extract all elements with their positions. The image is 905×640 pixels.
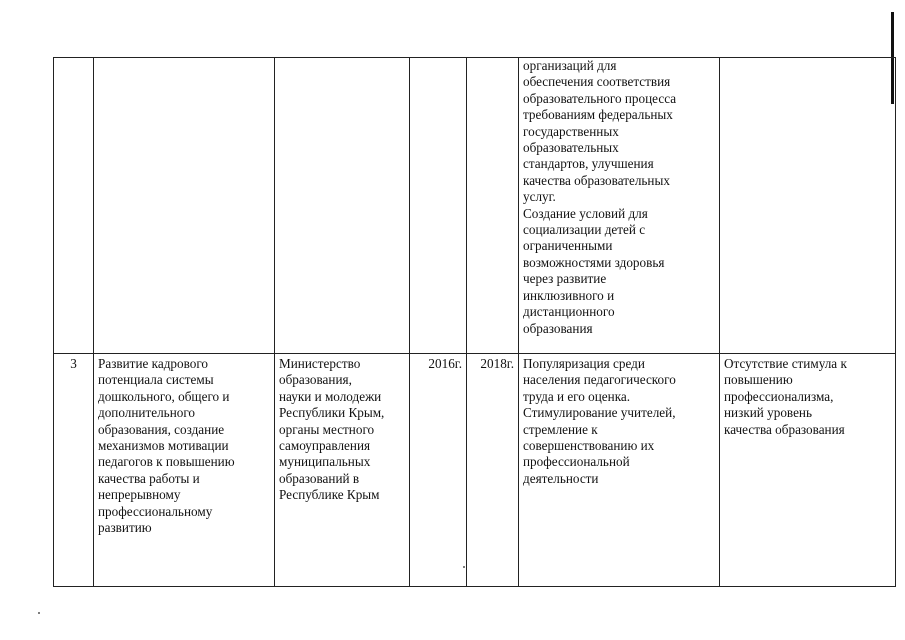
cell-title [94, 354, 275, 587]
table-row [54, 354, 896, 587]
responsible-line: образований в [279, 470, 360, 486]
cell-responsible [275, 354, 410, 587]
title-line: Развитие кадрового [98, 356, 209, 371]
result-line: стандартов, улучшения [523, 156, 654, 172]
title-line: качества работы и [98, 470, 200, 486]
scan-speck [38, 612, 40, 614]
result-line: Создание условий для [523, 205, 648, 221]
cell-year-start: 2016г. [410, 354, 467, 587]
title-line: педагогов к повышению [98, 454, 235, 470]
program-table [53, 57, 896, 587]
title-line: механизмов мотивации [98, 438, 229, 454]
result-line: образовательных [523, 140, 619, 156]
result-line: обеспечения соответствия [523, 74, 671, 90]
responsible-line: самоуправления [279, 438, 371, 454]
result-line: услуг. [523, 189, 556, 205]
result-line: дистанционного [523, 304, 615, 320]
title-line: профессиональному [98, 503, 213, 519]
responsible-line: органы местного [279, 421, 375, 437]
title-line: непрерывному [98, 487, 181, 503]
scan-speck [463, 566, 465, 568]
result-line: деятельности [523, 470, 599, 486]
risk-line: повышению [724, 372, 793, 388]
cell-number: 3 [54, 354, 94, 587]
responsible-line: муниципальных [279, 454, 371, 470]
cell-risk [720, 354, 896, 587]
risk-line: профессионализма, [724, 388, 834, 404]
cell-risk [720, 58, 896, 354]
result-line: стремление к [523, 421, 598, 437]
cell-result [519, 354, 720, 587]
result-line: требованиям федеральных [523, 107, 673, 123]
responsible-line: образования, [279, 372, 352, 388]
responsible-line: Министерство [279, 356, 361, 371]
cell-responsible [275, 58, 410, 354]
risk-line: качества образования [724, 421, 845, 437]
result-line: государственных [523, 123, 619, 139]
cell-year-start [410, 58, 467, 354]
result-line: труда и его оценка. [523, 388, 631, 404]
cell-year-end: 2018г. [467, 354, 519, 587]
cell-result [519, 58, 720, 354]
result-line: инклюзивного и [523, 287, 615, 303]
result-line: совершенствованию их [523, 438, 655, 454]
result-line: образовательного процесса [523, 90, 677, 106]
title-line: дополнительного [98, 405, 196, 421]
cell-year-end [467, 58, 519, 354]
responsible-line: Республики Крым, [279, 405, 385, 421]
result-line: социализации детей с [523, 222, 646, 238]
title-line: дошкольного, общего и [98, 388, 230, 404]
responsible-line: науки и молодежи [279, 388, 382, 404]
result-line: Стимулирование учителей, [523, 405, 676, 421]
result-line: через развитие [523, 271, 607, 287]
cell-number [54, 58, 94, 354]
result-line: возможностями здоровья [523, 254, 665, 270]
result-line: качества образовательных [523, 172, 670, 188]
title-line: развитию [98, 520, 152, 536]
responsible-line: Республике Крым [279, 487, 380, 503]
cell-title [94, 58, 275, 354]
result-line: населения педагогического [523, 372, 676, 388]
risk-line: низкий уровень [724, 405, 812, 421]
result-line: Популяризация среди [523, 356, 645, 371]
title-line: образования, создание [98, 421, 225, 437]
result-line: профессиональной [523, 454, 630, 470]
risk-line: Отсутствие стимула к [724, 356, 847, 371]
table-row-continued [54, 58, 896, 354]
result-line: образования [523, 320, 593, 336]
title-line: потенциала системы [98, 372, 214, 388]
result-line: ограниченными [523, 238, 613, 254]
result-line: организаций для [523, 58, 617, 73]
